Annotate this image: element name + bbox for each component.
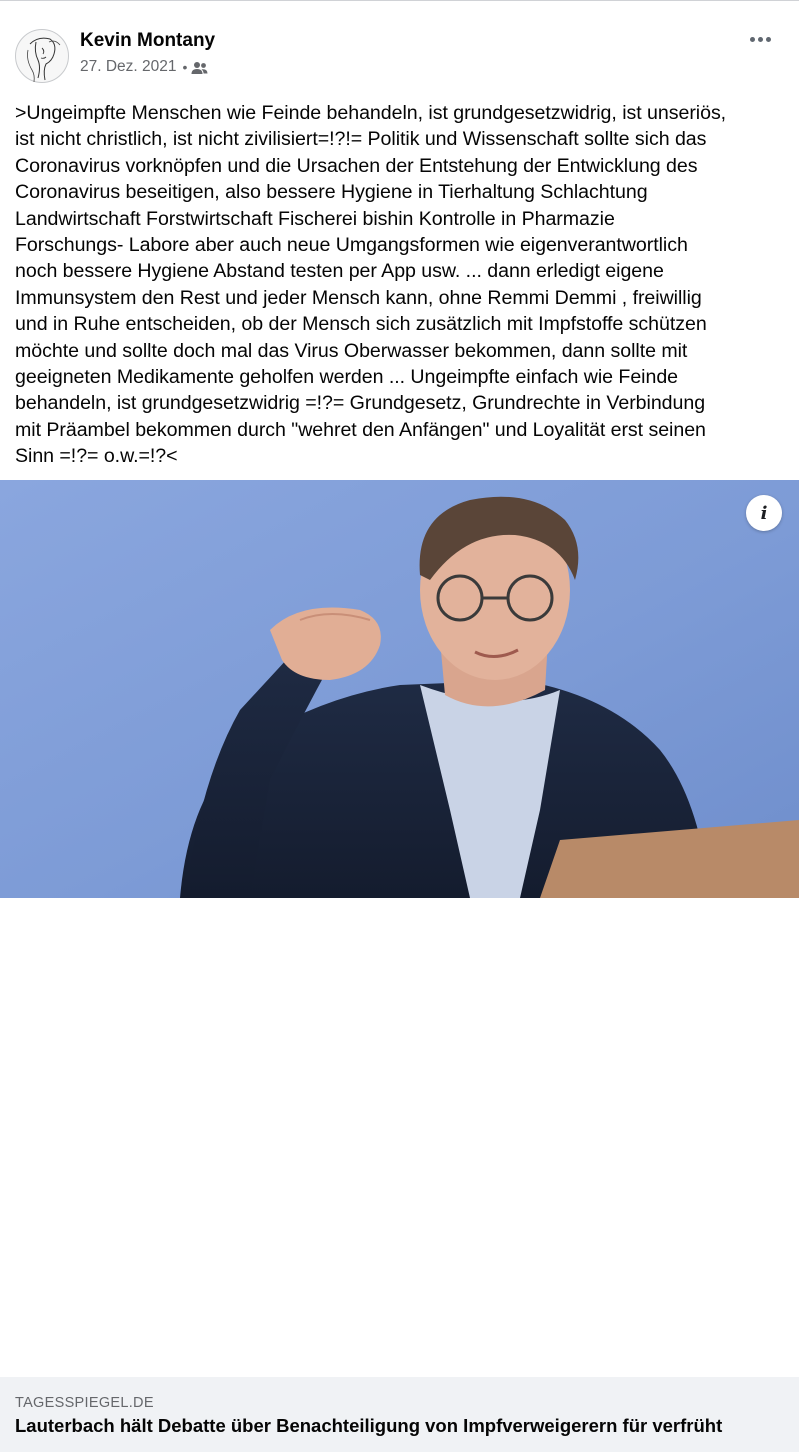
meta-separator: • <box>182 59 188 75</box>
author-name[interactable]: Kevin Montany <box>80 30 216 51</box>
post-text: >Ungeimpfte Menschen wie Feinde behandeln, ist grundgesetzwidrig, ist unseriös, ist nicht christlich, ist nicht zivilisiert=!?!= Politik und Wissenschaft sollte sich das Coronavirus vorknöpfen und die Ursachen der Entstehung der Entwicklung des Coronavirus beseitigen, also bessere Hygiene in Tierhaltung Schlachtung Landwirtschaft Forstwirtschaft Fischerei bishin Kontrolle in Pharmazie Forschungs- Labore aber auch neue Umgangsformen wie eigenverantwortlich noch bessere Hygiene Abstand testen per App usw. ... dann erledigt eigene Immunsystem den Rest und jeder Mensch kann, ohne Remmi Demmi , freiwillig und in Ruhe entscheiden, ob der Mensch sich zusätzlich mit Impfstoffe schützen möchte und sollte doch mal das Virus Oberwasser bekommen, dann sollte mit geeigneten Medikamente geholfen werden ... Ungeimpfte einfach wie Feinde behandeln, ist grundgesetzwidrig =!?= Grundgesetz, Grundrechte in Verbindung mit Präambel bekommen durch "wehret den Anfängen" und Loyalität erst seinen Sinn =!?= o.w.=!?< <box>15 102 727 468</box>
more-options-icon[interactable] <box>746 27 774 51</box>
info-icon[interactable]: i <box>746 495 782 531</box>
author-avatar[interactable] <box>15 29 69 83</box>
link-preview-image[interactable] <box>0 480 799 898</box>
post-date[interactable]: 27. Dez. 2021 <box>80 58 177 75</box>
link-domain: TAGESSPIEGEL.DE <box>15 1395 154 1411</box>
friends-icon[interactable] <box>191 61 208 75</box>
post-meta <box>80 58 208 76</box>
link-preview-footer[interactable] <box>0 1377 799 1452</box>
link-title[interactable]: Lauterbach hält Debatte über Benachteiligung von Impfverweigerern für verfrüht <box>15 1415 723 1436</box>
link-preview-card[interactable] <box>0 480 799 1436</box>
avatar-sketch-icon <box>16 30 70 84</box>
post-header <box>0 1 799 91</box>
